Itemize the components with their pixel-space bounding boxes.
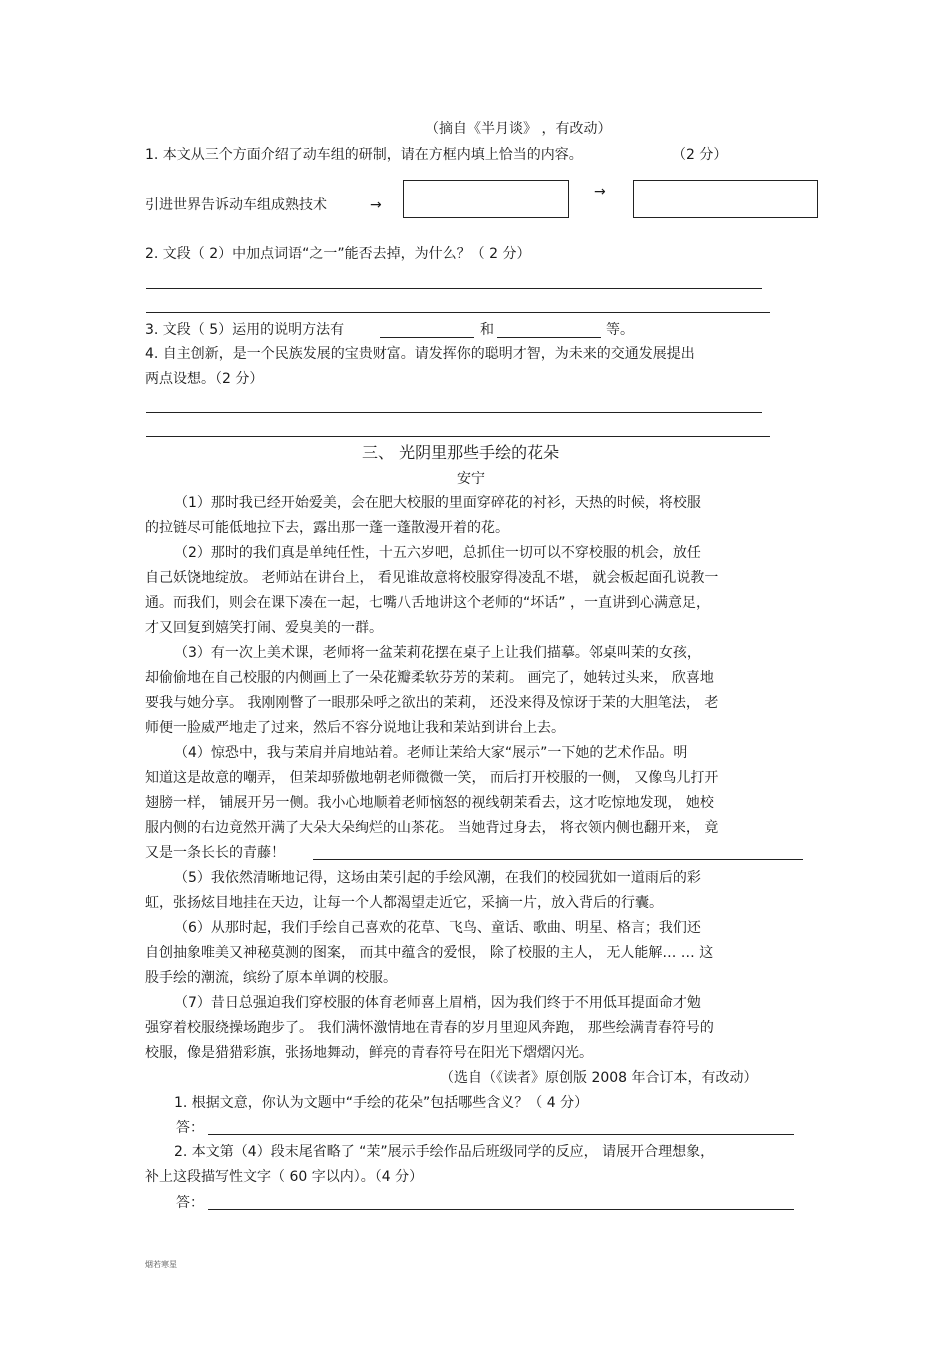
answer-line[interactable] [146, 288, 762, 289]
question-2: 2. 文段（ 2）中加点词语“之一”能否去掉，为什么？（ 2 分） [145, 246, 531, 262]
answer-line[interactable] [313, 859, 803, 860]
paragraph-line: 才又回复到嬉笑打闹、爱臭美的一群。 [145, 620, 383, 636]
paragraph-line: 要我与她分享。 我刚刚瞥了一眼那朵呼之欲出的茉莉， 还没来得及惊讶于茉的大胆笔法， 老 [145, 695, 719, 711]
blank-line[interactable] [497, 337, 601, 338]
answer-box-1[interactable] [403, 180, 569, 218]
paragraph-line: 翅膀一样， 铺展开另一侧。我小心地顺着老师恼怒的视线朝茉看去，这才吃惊地发现， 她校 [145, 795, 714, 811]
source-citation: （选自（《读者》原创版 2008 年合订本，有改动） [440, 1070, 758, 1086]
paragraph-line: 知道这是故意的嘲弄， 但茉却骄傲地朝老师微微一笑， 而后打开校服的一侧， 又像鸟儿打开 [145, 770, 719, 786]
paragraph-line: 校服，像是猎猎彩旗，张扬地舞动，鲜亮的青春符号在阳光下熠熠闪光。 [145, 1045, 593, 1061]
paragraph-line: （3）有一次上美术课，老师将一盆茉莉花摆在桌子上让我们描摹。邻桌叫茉的女孩， [174, 645, 701, 661]
paragraph-line: 服内侧的右边竟然开满了大朵大朵绚烂的山茶花。 当她背过身去， 将衣领内侧也翻开来， 竟 [145, 820, 719, 836]
answer-box-2[interactable] [633, 180, 818, 218]
author: 安宁 [457, 471, 485, 487]
answer-line[interactable] [208, 1209, 794, 1210]
section-title: 三、 光阴里那些手绘的花朵 [362, 443, 560, 462]
question-1: 1. 本文从三个方面介绍了动车组的研制，请在方框内填上恰当的内容。 [145, 147, 583, 163]
paragraph-line: 强穿着校服绕操场跑步了。 我们满怀激情地在青春的岁月里迎风奔跑， 那些绘满青春符号的 [145, 1020, 714, 1036]
paragraph-line: 通。而我们，则会在课下凑在一起，七嘴八舌地讲这个老师的“坏话” ，一直讲到心满意足， [145, 595, 710, 611]
paragraph-line: 又是一条长长的青藤！ [145, 845, 285, 861]
answer-line[interactable] [146, 412, 762, 413]
paragraph-line: （6）从那时起，我们手绘自己喜欢的花草、飞鸟、童话、歌曲、明星、格言；我们还 [174, 920, 701, 936]
question-4: 4. 自主创新，是一个民族发展的宝贵财富。请发挥你的聪明才智，为未来的交通发展提出 [145, 346, 695, 362]
source-note: （摘自《半月谈》 ，有改动） [425, 121, 612, 137]
paragraph-line: 师便一脸威严地走了过来，然后不容分说地让我和茉站到讲台上去。 [145, 720, 565, 736]
paragraph-line: 自创抽象唯美又神秘莫测的图案， 而其中蕴含的爱恨， 除了校服的主人， 无人能解… … 这 [145, 945, 714, 961]
answer-line[interactable] [208, 1134, 794, 1135]
question-4-cont: 两点设想。（2 分） [145, 371, 264, 387]
footer-mark: 烟若寒星 [145, 1260, 177, 1269]
question-1-score: （2 分） [672, 147, 728, 163]
question-6: 2. 本文第（4）段末尾省略了 “茉”展示手绘作品后班级同学的反应， 请展开合理想象， [174, 1144, 715, 1160]
paragraph-line: （1）那时我已经开始爱美，会在肥大校服的里面穿碎花的衬衫，天热的时候，将校服 [174, 495, 701, 511]
paragraph-line: 的拉链尽可能低地拉下去，露出那一蓬一蓬散漫开着的花。 [145, 520, 509, 536]
question-5: 1. 根据文意，你认为文题中“手绘的花朵”包括哪些含义？（ 4 分） [174, 1095, 589, 1111]
paragraph-line: （5）我依然清晰地记得，这场由茉引起的手绘风潮，在我们的校园犹如一道雨后的彩 [174, 870, 701, 886]
paragraph-line: 虹，张扬炫目地挂在天边，让每一个人都渴望走近它，采摘一片，放入背后的行囊。 [145, 895, 663, 911]
question-3-and: 和 [480, 322, 494, 338]
answer-label: 答： [176, 1195, 204, 1211]
paragraph-line: 自己妖饶地绽放。 老师站在讲台上， 看见谁故意将校服穿得凌乱不堪， 就会板起面孔说教一 [145, 570, 719, 586]
question-6-cont: 补上这段描写性文字（ 60 字以内）。（4 分） [145, 1169, 424, 1185]
answer-line[interactable] [146, 312, 770, 313]
paragraph-line: 却偷偷地在自己校服的内侧画上了一朵花瓣柔软芬芳的茉莉。 画完了，她转过头来， 欣喜地 [145, 670, 714, 686]
flow-start-text: 引进世界告诉动车组成熟技术 [145, 197, 327, 213]
answer-label: 答： [176, 1120, 204, 1136]
paragraph-line: （4）惊恐中，我与茉肩并肩地站着。老师让茉给大家“展示”一下她的艺术作品。明 [174, 745, 688, 761]
question-3: 3. 文段（ 5）运用的说明方法有 [145, 322, 345, 338]
arrow-icon: → [594, 184, 606, 200]
question-3-end: 等。 [606, 322, 634, 338]
paragraph-line: 股手绘的潮流，缤纷了原本单调的校服。 [145, 970, 397, 986]
answer-line[interactable] [146, 436, 770, 437]
paragraph-line: （2）那时的我们真是单纯任性，十五六岁吧，总抓住一切可以不穿校服的机会，放任 [174, 545, 701, 561]
arrow-icon: → [370, 197, 382, 213]
paragraph-line: （7）昔日总强迫我们穿校服的体育老师喜上眉梢，因为我们终于不用低耳提面命才勉 [174, 995, 701, 1011]
blank-line[interactable] [380, 337, 474, 338]
